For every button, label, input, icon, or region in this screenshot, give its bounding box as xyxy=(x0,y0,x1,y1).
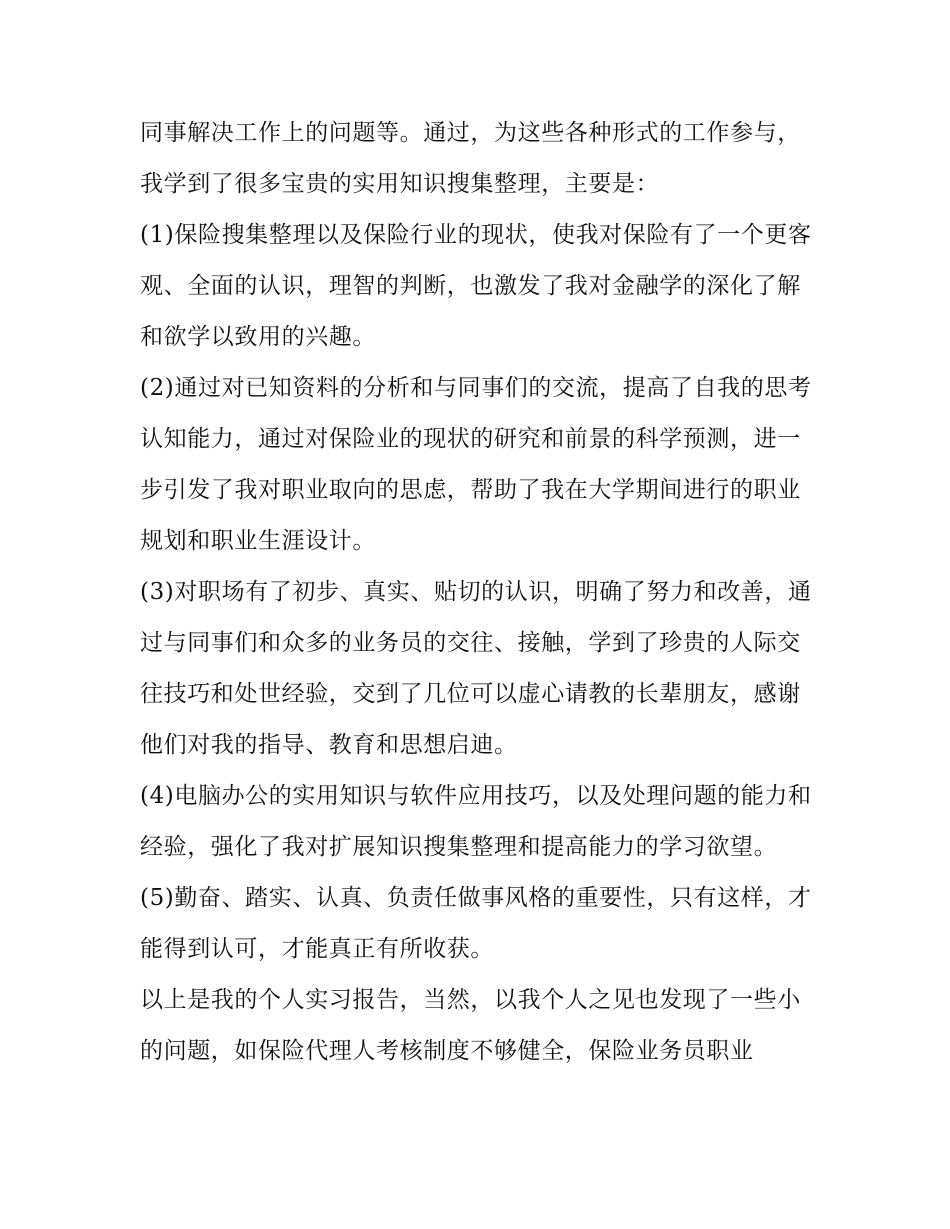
paragraph-conclusion: 以上是我的个人实习报告，当然，以我个人之见也发现了一些小的问题，如保险代理人考核制度不够健全，保险业务员职业 xyxy=(140,987,801,1064)
paragraph-intro: 同事解决工作上的问题等。通过，为这些各种形式的工作参与，我学到了很多宝贵的实用知识搜集整理，主要是： xyxy=(140,120,801,197)
paragraph-item-2: (2)通过对已知资料的分析和与同事们的交流，提高了自我的思考认知能力，通过对保险业的现状的研究和前景的科学预测，进一步引发了我对职业取向的思虑，帮助了我在大学期间进行的职业规划和职业生涯设计。 xyxy=(140,375,812,554)
paragraph-item-1: (1)保险搜集整理以及保险行业的现状，使我对保险有了一个更客观、全面的认识，理智的判断，也激发了我对金融学的深化了解和欲学以致用的兴趣。 xyxy=(140,222,812,350)
paragraph-item-3: (3)对职场有了初步、真实、贴切的认识，明确了努力和改善，通过与同事们和众多的业务员的交往、接触，学到了珍贵的人际交往技巧和处世经验，交到了几位可以虚心请教的长辈朋友，感谢他们对我的指导、教育和思想启迪。 xyxy=(140,579,812,758)
document-page xyxy=(140,108,820,1077)
paragraph-item-4: (4)电脑办公的实用知识与软件应用技巧，以及处理问题的能力和经验，强化了我对扩展知识搜集整理和提高能力的学习欲望。 xyxy=(140,783,812,860)
paragraph-item-5: (5)勤奋、踏实、认真、负责任做事风格的重要性，只有这样，才能得到认可，才能真正有所收获。 xyxy=(140,885,812,962)
